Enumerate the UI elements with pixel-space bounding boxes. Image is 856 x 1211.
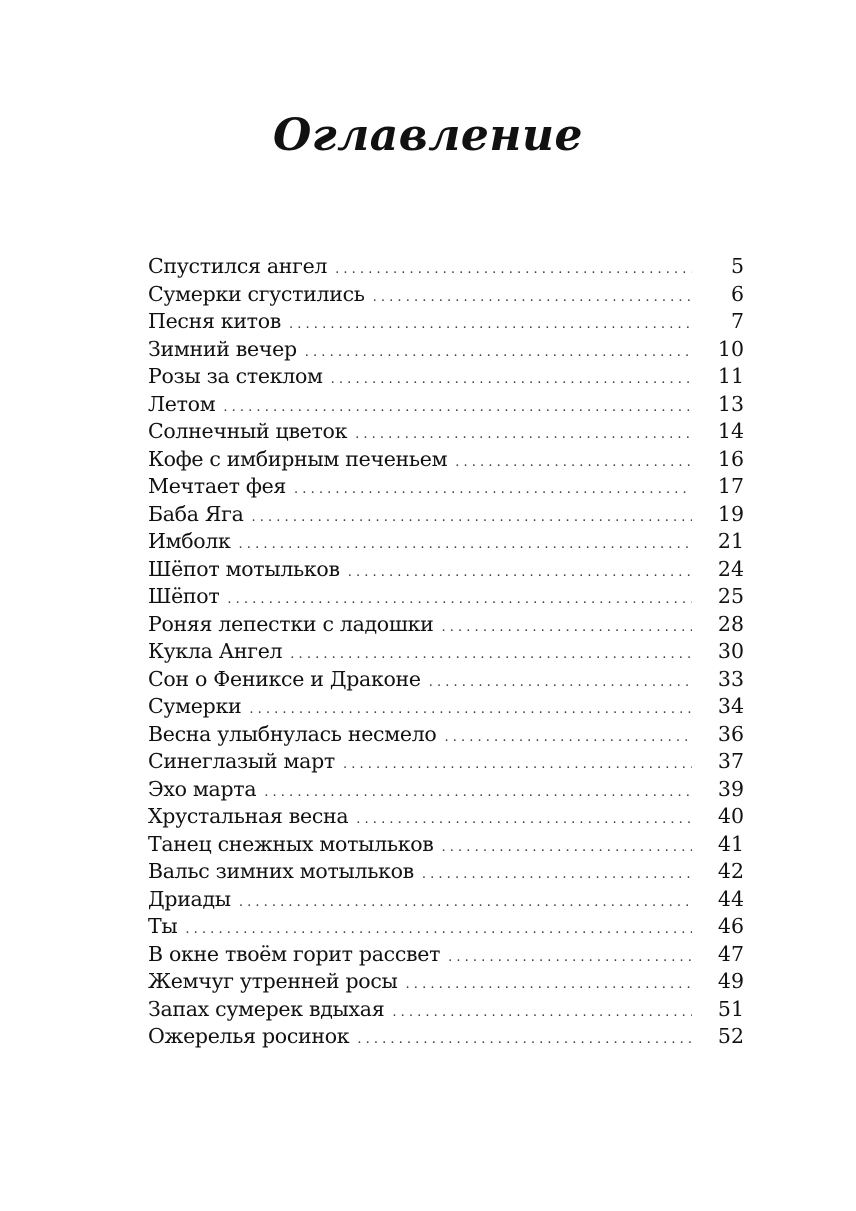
toc-entry[interactable] bbox=[148, 528, 744, 556]
toc-entry[interactable] bbox=[148, 638, 744, 666]
dot-leader bbox=[422, 861, 692, 889]
dot-leader bbox=[331, 366, 692, 394]
toc-entry-page: 44 bbox=[717, 886, 744, 911]
toc-entry-page: 37 bbox=[717, 749, 744, 773]
toc-entry[interactable] bbox=[148, 693, 744, 721]
dot-leader bbox=[239, 531, 692, 559]
dot-leader bbox=[392, 999, 692, 1027]
toc-entry[interactable] bbox=[148, 803, 744, 831]
toc-entry-page: 14 bbox=[717, 419, 744, 443]
toc-entry[interactable] bbox=[148, 583, 744, 611]
toc-entry-title: Весна улыбнулась несмело bbox=[148, 721, 437, 746]
toc-entry[interactable] bbox=[148, 308, 744, 336]
dot-leader bbox=[343, 751, 692, 779]
toc-entry[interactable] bbox=[148, 941, 744, 969]
dot-leader bbox=[289, 311, 692, 339]
toc-entry[interactable] bbox=[148, 1023, 744, 1051]
dot-leader bbox=[442, 614, 693, 642]
dot-leader bbox=[356, 806, 692, 834]
toc-entry-page: 49 bbox=[717, 969, 744, 993]
toc-entry-page: 41 bbox=[717, 831, 744, 856]
toc-entry[interactable] bbox=[148, 363, 744, 391]
toc-entry-page: 52 bbox=[717, 1024, 744, 1048]
dot-leader bbox=[455, 449, 692, 477]
dot-leader bbox=[406, 971, 692, 999]
toc-entry-title: Кофе с имбирным печеньем bbox=[148, 446, 448, 471]
dot-leader bbox=[239, 889, 692, 917]
toc-entry-page: 34 bbox=[717, 694, 744, 718]
toc-entry[interactable] bbox=[148, 831, 744, 859]
toc-entry-page: 36 bbox=[717, 721, 744, 746]
toc-entry-page: 5 bbox=[730, 254, 744, 278]
toc-entry[interactable] bbox=[148, 281, 744, 309]
toc-entry-title: Танец снежных мотыльков bbox=[148, 831, 434, 856]
toc-entry-title: В окне твоём горит рассвет bbox=[148, 941, 441, 966]
toc-entry[interactable] bbox=[148, 748, 744, 776]
toc-entry[interactable] bbox=[148, 996, 744, 1024]
toc-entry-title: Роняя лепестки с ладошки bbox=[148, 611, 434, 636]
toc-entry-page: 40 bbox=[717, 804, 744, 828]
dot-leader bbox=[442, 834, 692, 862]
toc-entry-title: Сумерки bbox=[148, 694, 242, 718]
toc-entry[interactable] bbox=[148, 611, 744, 639]
toc-entry[interactable] bbox=[148, 391, 744, 419]
dot-leader bbox=[223, 394, 692, 422]
toc-entry[interactable] bbox=[148, 418, 744, 446]
toc-entry-title: Вальс зимних мотыльков bbox=[148, 859, 414, 883]
dot-leader bbox=[305, 339, 692, 367]
toc-entry[interactable] bbox=[148, 501, 744, 529]
toc-entry-title: Ожерелья росинок bbox=[148, 1024, 350, 1048]
toc-entry-page: 6 bbox=[730, 281, 744, 306]
toc-entry-title: Хрустальная весна bbox=[148, 804, 349, 828]
toc-entry-title: Розы за стеклом bbox=[148, 364, 323, 388]
toc-entry[interactable] bbox=[148, 913, 744, 941]
toc-entry-page: 21 bbox=[717, 529, 744, 553]
toc-entry-page: 51 bbox=[717, 996, 744, 1021]
toc-entry[interactable] bbox=[148, 473, 744, 501]
toc-entry[interactable] bbox=[148, 968, 744, 996]
toc-entry-page: 28 bbox=[717, 611, 744, 636]
toc-entry[interactable] bbox=[148, 446, 744, 474]
toc-entry-page: 39 bbox=[717, 776, 744, 801]
dot-leader bbox=[348, 559, 692, 587]
toc-entry-title: Мечтает фея bbox=[148, 474, 287, 498]
toc-entry-page: 24 bbox=[717, 556, 744, 581]
toc-entry-title: Ты bbox=[148, 914, 178, 938]
toc-entry[interactable] bbox=[148, 886, 744, 914]
dot-leader bbox=[448, 944, 692, 972]
dot-leader bbox=[429, 669, 692, 697]
dot-leader bbox=[335, 256, 692, 284]
toc-entry-title: Солнечный цветок bbox=[148, 419, 348, 443]
dot-leader bbox=[357, 1026, 692, 1054]
toc-entry[interactable] bbox=[148, 253, 744, 281]
toc-entry[interactable] bbox=[148, 721, 744, 749]
toc-entry[interactable] bbox=[148, 666, 744, 694]
toc-entry[interactable] bbox=[148, 858, 744, 886]
dot-leader bbox=[290, 641, 692, 669]
toc-entry-title: Песня китов bbox=[148, 309, 282, 333]
toc-entry-title: Зимний вечер bbox=[148, 336, 297, 361]
dot-leader bbox=[373, 284, 692, 312]
toc-entry-page: 17 bbox=[717, 474, 744, 498]
toc-entry-title: Шёпот мотыльков bbox=[148, 556, 340, 581]
dot-leader bbox=[294, 476, 692, 504]
toc-entry-page: 47 bbox=[717, 941, 744, 966]
toc-entry-title: Кукла Ангел bbox=[148, 639, 283, 663]
dot-leader bbox=[264, 779, 692, 807]
toc-entry-page: 16 bbox=[717, 446, 744, 471]
toc-entry-title: Синеглазый март bbox=[148, 749, 335, 773]
toc-entry-title: Имболк bbox=[148, 529, 231, 553]
toc-entry-title: Сумерки сгустились bbox=[148, 281, 365, 306]
dot-leader bbox=[249, 696, 692, 724]
dot-leader bbox=[355, 421, 692, 449]
toc-entry-title: Жемчуг утренней росы bbox=[148, 969, 398, 993]
toc-entry[interactable] bbox=[148, 556, 744, 584]
toc-entry-page: 33 bbox=[717, 666, 744, 691]
toc-entry-title: Баба Яга bbox=[148, 501, 244, 526]
toc-entry-page: 7 bbox=[730, 309, 744, 333]
page-title: Оглавление bbox=[273, 110, 583, 161]
dot-leader bbox=[444, 724, 692, 752]
toc-entry-page: 10 bbox=[717, 336, 744, 361]
toc-entry-page: 11 bbox=[717, 364, 744, 388]
toc-entry[interactable] bbox=[148, 776, 744, 804]
toc-entry-page: 25 bbox=[717, 584, 744, 608]
toc-entry-page: 19 bbox=[717, 501, 744, 526]
toc-entry-title: Сон о Фениксе и Драконе bbox=[148, 666, 421, 691]
toc-entry[interactable] bbox=[148, 336, 744, 364]
toc-entry-page: 13 bbox=[717, 391, 744, 416]
toc-entry-page: 46 bbox=[717, 914, 744, 938]
toc-entry-title: Летом bbox=[148, 391, 216, 416]
toc-entry-title: Запах сумерек вдыхая bbox=[148, 996, 385, 1021]
dot-leader bbox=[252, 504, 693, 532]
toc-entry-title: Дриады bbox=[148, 886, 231, 911]
toc-entry-page: 42 bbox=[717, 859, 744, 883]
toc-entry-title: Шёпот bbox=[148, 584, 220, 608]
dot-leader bbox=[185, 916, 692, 944]
toc-entry-title: Спустился ангел bbox=[148, 254, 328, 278]
dot-leader bbox=[227, 586, 692, 614]
toc-entry-page: 30 bbox=[717, 639, 744, 663]
table-of-contents bbox=[148, 253, 744, 1051]
toc-entry-title: Эхо марта bbox=[148, 776, 257, 801]
